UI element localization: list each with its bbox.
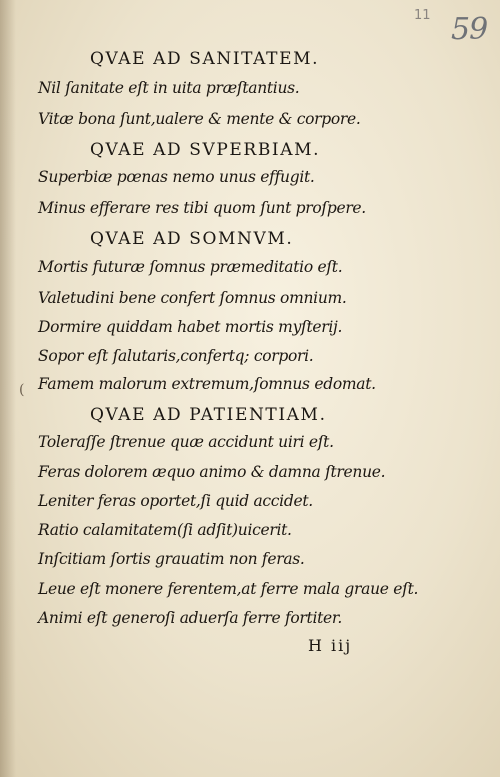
ink-folio-number: 59 — [451, 12, 488, 47]
text-line: Dormire quiddam habet mortis myſterij. — [38, 318, 343, 336]
text-line: Minus efferare res tibi quom ſunt proſpere. — [38, 199, 366, 217]
text-line: Inſcitiam ſortis grauatim non feras. — [38, 550, 305, 568]
heading-somnum: QVAE AD SOMNVM. — [90, 229, 294, 249]
text-line: Valetudini bene confert ſomnus omnium. — [38, 289, 347, 307]
signature-mark: H iij — [308, 636, 353, 655]
heading-superbiam: QVAE AD SVPERBIAM. — [90, 140, 321, 160]
text-line: Nil ſanitate eſt in uita præſtantius. — [38, 79, 300, 97]
text-line: Feras dolorem æquo animo & damna ſtrenue. — [38, 463, 386, 481]
margin-mark: ( — [19, 382, 25, 398]
text-line: Famem malorum extremum,ſomnus edomat. — [38, 375, 376, 393]
text-line: Mortis futuræ ſomnus præmeditatio eſt. — [38, 258, 343, 276]
text-line: Vitæ bona ſunt,ualere & mente & corpore. — [38, 110, 361, 128]
text-line: Animi eſt generoſi aduerſa ferre fortiter. — [38, 609, 342, 627]
heading-sanitatem: QVAE AD SANITATEM. — [90, 49, 320, 69]
text-line: Toleraſſe ſtrenue quæ accidunt uiri eſt. — [38, 433, 334, 451]
text-line: Leniter feras oportet,ſi quid accidet. — [38, 492, 313, 510]
binding-shadow — [0, 0, 16, 777]
text-line: Ratio calamitatem(ſi adſit)uicerit. — [38, 521, 292, 539]
text-line: Sopor eſt ſalutaris,confertq; corpori. — [38, 347, 314, 365]
text-line: Superbiæ pœnas nemo unus effugit. — [38, 168, 315, 186]
pencil-folio-number: 11 — [414, 8, 431, 23]
heading-patientiam: QVAE AD PATIENTIAM. — [90, 405, 327, 425]
text-line: Leue eſt monere ferentem,at ferre mala graue eſt. — [38, 580, 419, 598]
